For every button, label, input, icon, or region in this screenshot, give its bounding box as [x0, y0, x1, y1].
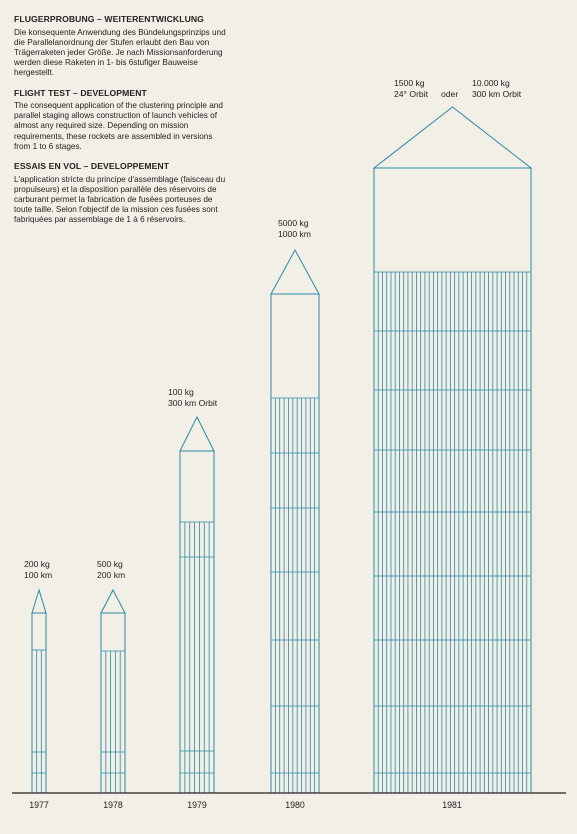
nose-cone-1980	[271, 250, 319, 294]
rockets-layer	[32, 107, 531, 793]
heading-german: FLUGERPROBUNG – WEITERENTWICKLUNG	[14, 14, 204, 24]
rocket-1980	[271, 250, 319, 793]
payload-1981-orbit-a: 24° Orbit	[394, 89, 429, 99]
nose-cone-1979	[180, 417, 214, 451]
nose-cone-1977	[32, 590, 46, 613]
payload-1980-mass: 5000 kg	[278, 218, 309, 228]
body-outline-1977	[32, 613, 46, 793]
body-german: Die konsequente Anwendung des Bündelungsprinzips und die Parallelanordnung der Stufen erlaubt den Bau von Trägerraketen jeder Größe. Je nach Missionsanforderung werden diese Raketen in 1- bis 6stufiger Bauweise hergestellt.	[14, 27, 226, 78]
payload-1977-altitude: 100 km	[24, 570, 53, 580]
body-french: L'application stricte du principe d'assemblage (faisceau du propulseurs) et la disposition parallèle des réservoirs de carburant permet la fabrication de fusées porteuses de toute taille. Selon l'objectif de la mission ces fusées sont fabriquées par assemblage de 1 à 6 réservoirs.	[14, 174, 226, 225]
rocket-1978	[101, 590, 125, 793]
nose-cone-1978	[101, 590, 125, 613]
payload-1981-mass-b: 10.000 kg	[472, 78, 510, 88]
payload-1981-connector: oder	[441, 89, 459, 99]
heading-english: FLIGHT TEST – DEVELOPMENT	[14, 87, 147, 98]
nose-cone-1981	[374, 107, 531, 168]
year-1981: 1981	[442, 800, 462, 810]
body-outline-1980	[271, 294, 319, 793]
heading-french: ESSAIS EN VOL – DEVELOPPEMENT	[14, 161, 170, 172]
payload-1981-mass-a: 1500 kg	[394, 78, 425, 88]
payload-1977-mass: 200 kg	[24, 559, 50, 569]
year-1977: 1977	[29, 800, 49, 810]
payload-1978-mass: 500 kg	[97, 559, 123, 569]
body-english: The consequent application of the clustering principle and parallel staging allows construction of launch vehicles of almost any required size. Depending on mission requirements, these rockets are assembled in versions from 1 to 6 stages.	[14, 101, 223, 151]
payload-1979-mass: 100 kg	[168, 387, 194, 397]
rocket-1981	[374, 107, 531, 793]
payload-1978-altitude: 200 km	[97, 570, 126, 580]
body-outline-1978	[101, 613, 125, 793]
payload-1981-orbit-b: 300 km Orbit	[472, 89, 522, 99]
year-1979: 1979	[187, 800, 207, 810]
body-outline-1981	[374, 168, 531, 793]
year-1978: 1978	[103, 800, 123, 810]
rocket-1977	[32, 590, 46, 793]
year-1980: 1980	[285, 800, 305, 810]
payload-1980-altitude: 1000 km	[278, 229, 311, 239]
rocket-1979	[180, 417, 214, 793]
payload-1979-altitude: 300 km Orbit	[168, 398, 218, 408]
